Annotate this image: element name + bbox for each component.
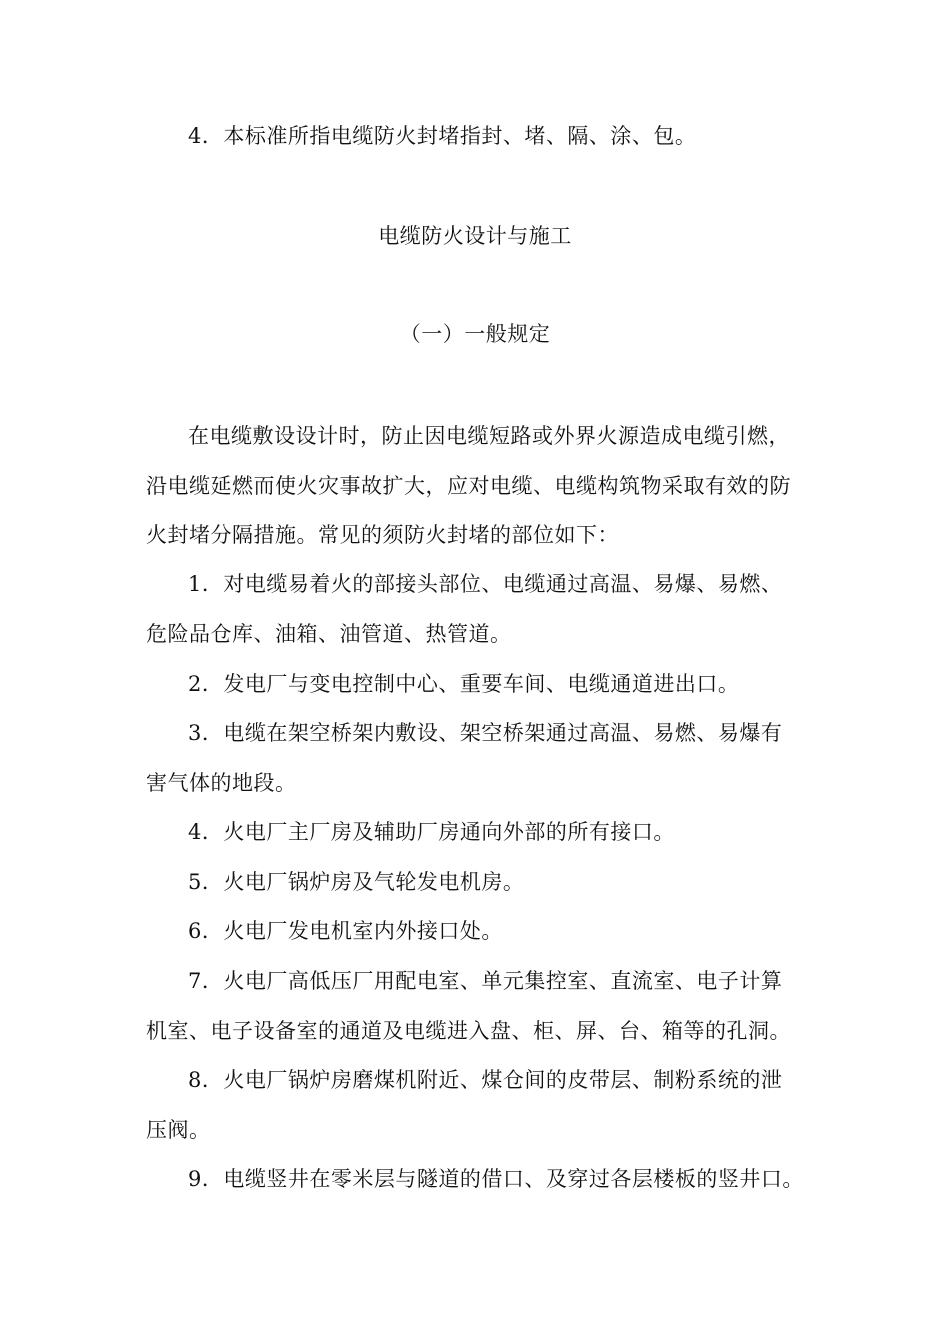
intro-item: 4．本标准所指电缆防火封堵指封、堵、隔、涂、包。 bbox=[188, 124, 697, 148]
list-item-8-line-2: 压阀。 bbox=[146, 1118, 211, 1142]
list-item-4: 4．火电厂主厂房及辅助厂房通向外部的所有接口。 bbox=[188, 820, 675, 844]
list-item-3-line-1: 3．电缆在架空桥架内敷设、架空桥架通过高温、易燃、易爆有 bbox=[188, 721, 783, 745]
list-item-2: 2．发电厂与变电控制中心、重要车间、电缆通道进出口。 bbox=[188, 672, 740, 696]
list-item-6: 6．火电厂发电机室内外接口处。 bbox=[188, 919, 503, 943]
paragraph-line: 火封堵分隔措施。常见的须防火封堵的部位如下： bbox=[146, 523, 619, 547]
section-title: 电缆防火设计与施工 bbox=[378, 224, 572, 248]
list-item-1-line-1: 1．对电缆易着火的部接头部位、电缆通过高温、易爆、易燃、 bbox=[188, 572, 783, 596]
list-item-5: 5．火电厂锅炉房及气轮发电机房。 bbox=[188, 870, 525, 894]
subsection-title: （一）一般规定 bbox=[399, 322, 551, 346]
list-item-7-line-1: 7．火电厂高低压厂用配电室、单元集控室、直流室、电子计算 bbox=[188, 969, 783, 993]
list-item-1-line-2: 危险品仓库、油箱、油管道、热管道。 bbox=[146, 622, 512, 646]
list-item-3-line-2: 害气体的地段。 bbox=[146, 771, 297, 795]
paragraph-line: 沿电缆延燃而使火灾事故扩大，应对电缆、电缆构筑物采取有效的防 bbox=[146, 474, 791, 498]
list-item-8-line-1: 8．火电厂锅炉房磨煤机附近、煤仓间的皮带层、制粉系统的泄 bbox=[188, 1068, 783, 1092]
list-item-7-line-2: 机室、电子设备室的通道及电缆进入盘、柜、屏、台、箱等的孔洞。 bbox=[146, 1019, 791, 1043]
paragraph-line: 在电缆敷设设计时，防止因电缆短路或外界火源造成电缆引燃， bbox=[188, 424, 790, 448]
list-item-9: 9．电缆竖井在零米层与隧道的借口、及穿过各层楼板的竖井口。 bbox=[188, 1167, 804, 1191]
